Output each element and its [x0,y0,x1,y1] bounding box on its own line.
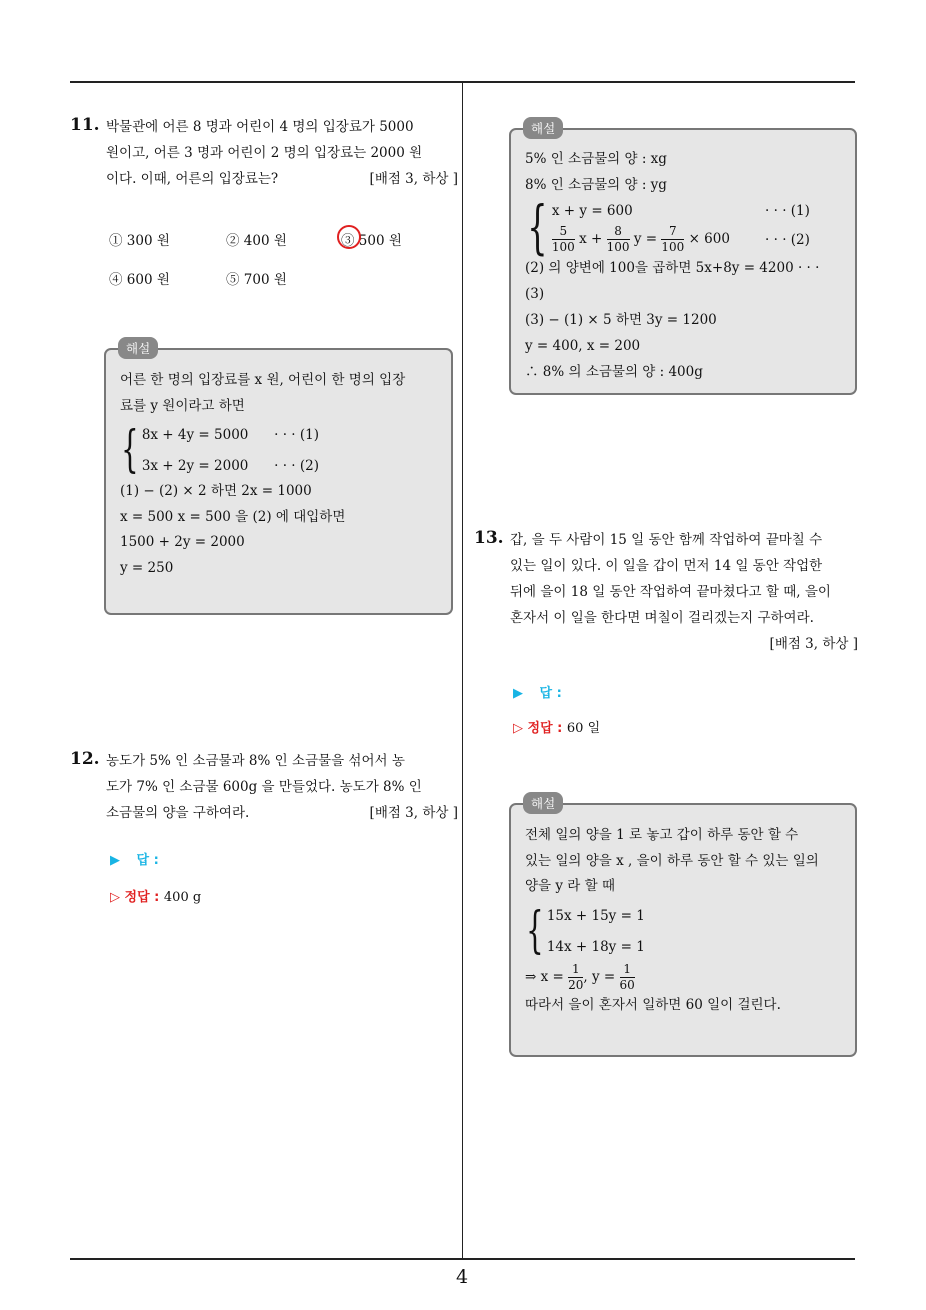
explanation-tag: 해설 [118,337,158,359]
outline-arrow-icon: ▷ [110,890,120,905]
explanation-text: y = 400, x = 200 [525,338,641,354]
explanation-text: 어른 한 명의 입장료를 x 원, 어린이 한 명의 입장 [120,372,406,388]
explanation-text: 5% 인 소금물의 양 : xg [525,151,667,167]
explanation-text: 따라서 을이 혼자서 일하면 60 일이 걸린다. [525,996,781,1013]
explanation-box [509,803,857,1057]
fraction: $\frac{8}{100}$ [606,224,630,254]
explanation-box [509,128,857,395]
question-text: 갑, 을 두 사람이 15 일 동안 함께 작업하여 끝마칠 수 [510,532,823,548]
outline-arrow-icon: ▷ [513,721,523,736]
page-number: 4 [456,1266,469,1288]
correct-answer-row [110,886,201,905]
explanation-tag: 해설 [523,117,563,139]
correct-label: 정답 : [527,721,563,736]
question-number: 11. [70,115,100,135]
explanation-text: (3) − (1) × 5 하면 3y = 1200 [525,312,717,328]
equation: $\frac{5}{100}$ x + $\frac{8}{100}$ y = $\frac{7}{100}$ × 600 [551,224,730,254]
explanation-text: ∴ 8% 의 소금물의 양 : 400g [525,364,703,380]
equation-system [120,419,437,479]
question-text: 있는 일이 있다. 이 일을 갑이 먼저 14 일 동안 작업한 [510,558,823,574]
play-arrow-icon: ▶ [513,686,523,701]
question-number: 13. [474,528,504,548]
equation-tag: · · · (1) [765,203,810,219]
score-label: [배점 3, 하상 ] [369,171,458,187]
equation-tag: · · · (2) [765,231,810,248]
explanation-text: (1) − (2) × 2 하면 2x = 1000 [120,483,312,499]
explanation-text: x = 500 x = 500 을 (2) 에 대입하면 [120,508,346,525]
equation: 3x + 2y = 2000 · · · (2) [141,458,319,474]
question-text: 소금물의 양을 구하여라. [106,805,250,821]
equation: x + y = 600 [551,203,633,219]
question-text: 혼자서 이 일을 한다면 며칠이 걸리겠는지 구하여라. [510,610,814,626]
choice-2[interactable]: ② 400 원 [226,233,287,249]
question-text: 이다. 이때, 어른의 입장료는? [106,171,279,187]
question-text: 뒤에 을이 18 일 동안 작업하여 끝마쳤다고 할 때, 을이 [510,584,831,600]
explanation-text: (2) 의 양변에 100을 곱하면 5x+8y = 4200 · · · (3) [525,260,820,302]
fraction: $\frac{5}{100}$ [551,224,575,254]
explanation-text: 있는 일의 양을 x , 을이 하루 동안 할 수 있는 일의 [525,852,819,869]
explanation-box [104,348,453,615]
correct-value: 60 일 [566,721,601,736]
fraction: $\frac{7}{100}$ [661,224,685,254]
result-equation: ⇒ x = $\frac{1}{20}$ , y = $\frac{1}{60}$ [525,961,635,992]
fraction: $\frac{1}{60}$ [619,961,635,992]
question-text: 도가 7% 인 소금물 600g 을 만들었다. 농도가 8% 인 [106,779,422,795]
equation: 14x + 18y = 1 [546,938,645,955]
score-label: [배점 3, 하상 ] [769,636,858,652]
choice-1[interactable]: ① 300 원 [109,233,170,249]
choice-3-marker: ③ [341,233,355,249]
equation: 8x + 4y = 5000 · · · (1) [141,427,319,443]
question-text: 원이고, 어른 3 명과 어린이 2 명의 입장료는 2000 원 [106,145,423,161]
score-label: [배점 3, 하상 ] [369,805,458,821]
answer-label: 답 : [539,686,562,701]
choice-5[interactable]: ⑤ 700 원 [226,272,287,288]
column-divider [462,82,463,1259]
bottom-rule [70,1258,855,1260]
brace-icon: { [526,900,544,959]
explanation-text: 료를 y 원이라고 하면 [120,397,245,414]
equation-system [525,900,841,960]
question-text: 박물관에 어른 8 명과 어린이 4 명의 입장료가 5000 [106,119,414,135]
explanation-text: 1500 + 2y = 2000 [120,534,245,550]
answer-label: 답 : [136,853,159,868]
selected-answer-circle [337,225,361,249]
correct-label: 정답 : [124,890,160,905]
answer-row [513,682,562,701]
brace-icon: { [527,192,548,261]
correct-value: 400 g [163,890,202,905]
fraction: $\frac{1}{20}$ [568,961,584,992]
explanation-text: 양을 y 라 할 때 [525,878,615,894]
explanation-tag: 해설 [523,792,563,814]
explanation-text: y = 250 [120,559,174,576]
question-text: 농도가 5% 인 소금물과 8% 인 소금물을 섞어서 농 [106,753,405,769]
equation: 15x + 15y = 1 [546,907,645,924]
equation-system [525,192,841,261]
brace-icon: { [121,420,139,478]
answer-row [110,849,159,868]
choice-4[interactable]: ④ 600 원 [109,272,170,288]
correct-answer-row [513,717,600,736]
play-arrow-icon: ▶ [110,853,120,868]
choice-3-label: 500 원 [358,233,402,249]
explanation-text: 8% 인 소금물의 양 : yg [525,177,667,193]
explanation-text: 전체 일의 양을 1 로 놓고 갑이 하루 동안 할 수 [525,827,799,843]
question-number: 12. [70,749,100,769]
